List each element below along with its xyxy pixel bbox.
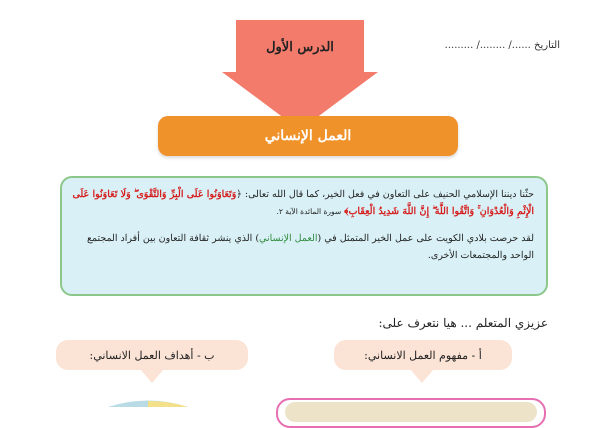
goals-diagram-top xyxy=(108,398,188,407)
lesson-badge xyxy=(222,20,378,130)
invite-text: عزيزي المتعلم ... هيا نتعرف على: xyxy=(378,316,548,330)
arrow-badge-shape xyxy=(222,20,378,130)
intro-box xyxy=(60,176,548,296)
concept-answer-area[interactable] xyxy=(285,402,537,422)
intro-paragraph-1 xyxy=(72,186,534,220)
quran-close-bracket: ﴾ xyxy=(344,206,349,217)
topic-title: العمل الإنساني xyxy=(264,128,352,144)
bubble-concept-tail xyxy=(410,369,434,383)
intro-text: حثّنا ديننا الإسلامي الحنيف على التعاون في فعل الخير، كما قال الله تعالى: ﴿ xyxy=(236,189,534,200)
bubble-goals-label: ب - أهداف العمل الانساني: xyxy=(89,348,215,362)
surah-reference: سورة المائدة الآية ٢. xyxy=(276,207,342,216)
date-line[interactable]: التاريخ ....../ ......../ ......... xyxy=(444,40,560,51)
bubble-concept-label: أ - مفهوم العمل الانساني: xyxy=(364,348,482,362)
lesson-title: الدرس الأول xyxy=(266,40,334,55)
bubble-concept xyxy=(334,340,512,370)
bubble-goals xyxy=(56,340,248,370)
quran-verse: وَتَعَاوَنُوا عَلَى الْبِرِّ وَالتَّقْوَى ۖ وَلَا تَعَاوَنُوا عَلَى الْإِثْمِ وَالْعُدْوَانِ ۚ وَاتَّقُوا اللَّهَ ۖ إِنَّ اللَّهَ شَدِيدُ الْعِقَابِ xyxy=(72,189,534,217)
intro-text-2b: ) الذي ينشر ثقافة التعاون بين أفراد المجتمع الواحد والمجتمعات الأخرى. xyxy=(86,233,534,261)
intro-paragraph-2 xyxy=(72,230,534,264)
intro-text-2a: لقد حرصت بلادي الكويت على عمل الخير المتمثل في ( xyxy=(317,233,534,244)
bubble-goals-tail xyxy=(140,369,164,383)
highlight-term: العمل الإنساني xyxy=(259,233,318,244)
topic-title-bar xyxy=(158,116,458,156)
